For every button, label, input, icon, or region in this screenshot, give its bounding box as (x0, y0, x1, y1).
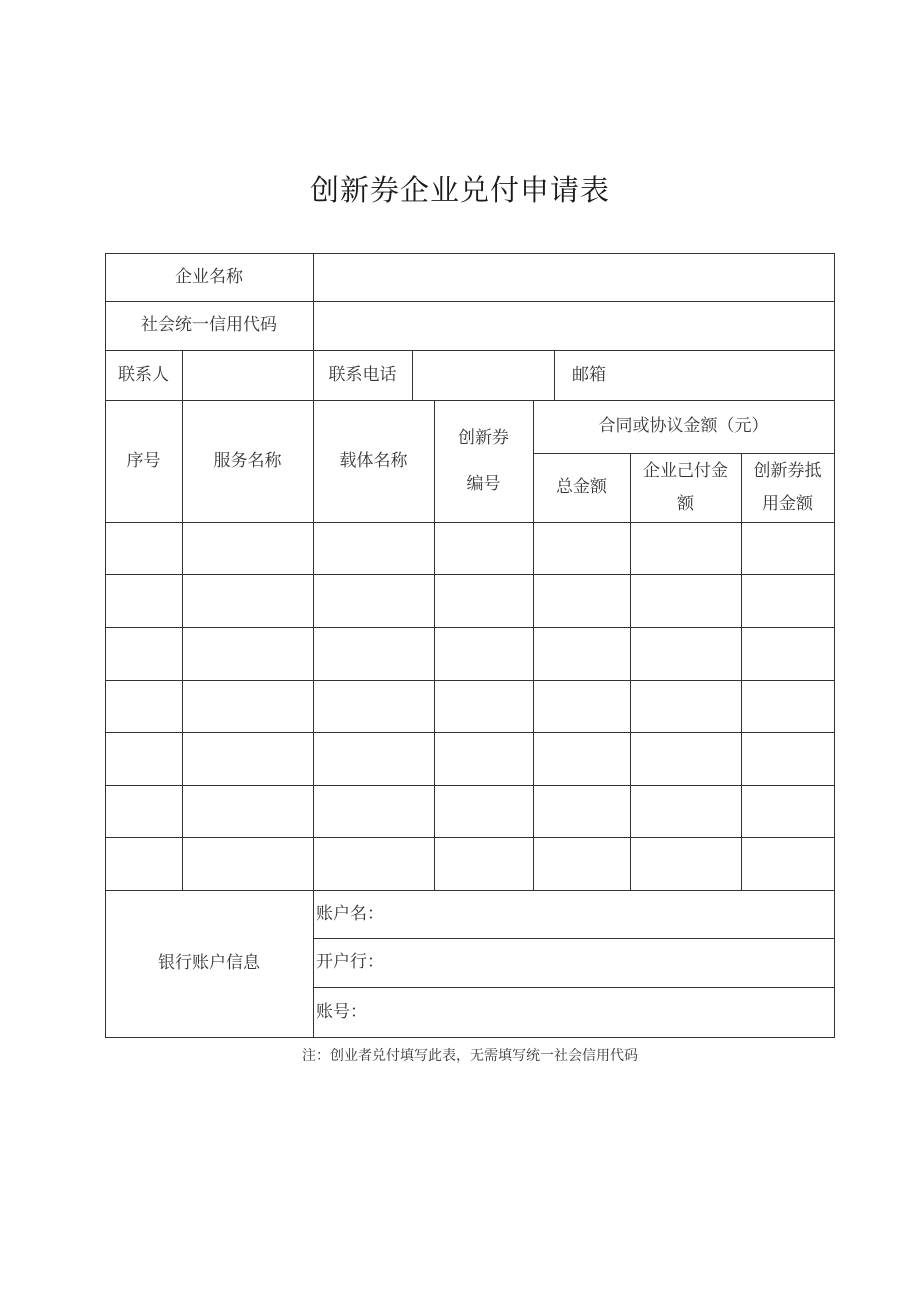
header-carrier-name: 载体名称 (339, 450, 408, 471)
contact-field[interactable] (183, 351, 313, 400)
bank-info-label: 银行账户信息 (158, 953, 260, 973)
header-voucher-amount-line2: 用金额 (762, 493, 813, 514)
table-row[interactable] (106, 523, 834, 574)
company-name-field[interactable] (314, 254, 834, 301)
header-paid-amount-line2: 额 (677, 493, 694, 514)
header-paid-amount (630, 453, 741, 522)
account-number-field[interactable]: 账号： (316, 1001, 367, 1022)
table-row[interactable] (106, 838, 834, 890)
header-service-name: 服务名称 (213, 450, 282, 471)
page-title: 创新券企业兑付申请表 (309, 173, 610, 207)
phone-label: 联系电话 (328, 364, 397, 385)
header-voucher-number-line2: 编号 (466, 474, 501, 494)
header-voucher-amount-line1: 创新券抵 (753, 460, 822, 481)
email-label: 邮箱 (572, 364, 606, 385)
header-contract-amount: 合同或协议金额（元） (598, 416, 769, 436)
application-form (105, 253, 835, 1038)
header-paid-amount-line1: 企业己付金 (643, 460, 728, 481)
table-row[interactable] (106, 575, 834, 627)
company-name-label: 企业名称 (175, 266, 243, 287)
table-row[interactable] (106, 733, 834, 785)
contact-label: 联系人 (118, 364, 169, 385)
border-bottom (105, 1037, 835, 1038)
header-voucher-number-line1: 创新券 (458, 428, 509, 448)
footnote: 注：创业者兑付填写此表，无需填写统一社会信用代码 (302, 1048, 638, 1064)
header-seq: 序号 (126, 450, 161, 471)
credit-code-label: 社会统一信用代码 (141, 315, 277, 335)
bank-branch-field[interactable]: 开户行： (316, 952, 384, 972)
account-name-field[interactable]: 账户名： (316, 903, 384, 924)
phone-field[interactable] (413, 351, 554, 400)
table-row[interactable] (106, 786, 834, 837)
header-voucher-amount (741, 453, 834, 522)
credit-code-field[interactable] (314, 302, 834, 350)
table-row[interactable] (106, 628, 834, 680)
header-total-amount: 总金额 (556, 477, 607, 497)
table-row[interactable] (106, 681, 834, 732)
border-right (834, 253, 835, 1038)
header-voucher-number (434, 400, 533, 522)
